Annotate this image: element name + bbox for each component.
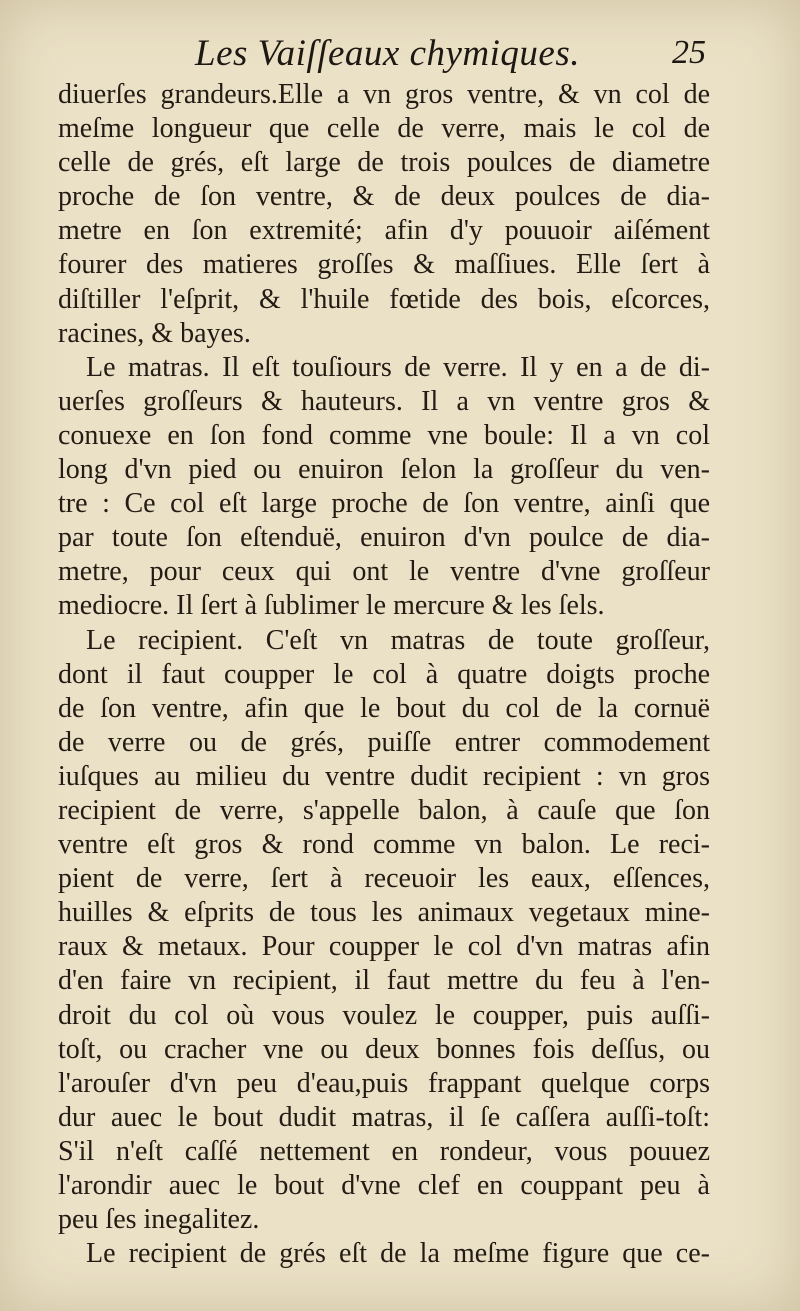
text-line: tre : Ce col eſt large proche de ſon ventre, ainſi que bbox=[58, 488, 710, 520]
text-line: dont il faut coupper le col à quatre doigts proche bbox=[58, 658, 710, 690]
text-line: Le recipient. C'eſt vn matras de toute groſſeur, bbox=[86, 624, 710, 656]
text-line: fourer des matieres groſſes & maſſiues. Elle ſert à bbox=[58, 249, 710, 281]
text-line: diuerſes grandeurs.Elle a vn gros ventre, & vn col de bbox=[58, 79, 710, 110]
text-line: de ſon ventre, afin que le bout du col de la cornuë bbox=[58, 692, 710, 724]
body-text bbox=[58, 78, 710, 1271]
text-line: S'il n'eſt caſſé nettement en rondeur, vous pouuez bbox=[58, 1135, 710, 1167]
text-line: ventre eſt gros & rond comme vn balon. Le reci- bbox=[58, 829, 710, 861]
text-line: peu ſes inegalitez. bbox=[58, 1204, 260, 1236]
text-line: metre, pour ceux qui ont le ventre d'vne groſſeur bbox=[58, 556, 710, 588]
text-line: droit du col où vous voulez le coupper, puis auſſi- bbox=[58, 999, 710, 1031]
text-line: racines, & bayes. bbox=[58, 317, 251, 349]
text-line: diſtiller l'eſprit, & l'huile fœtide des bois, eſcorces, bbox=[58, 283, 710, 315]
text-line: Le matras. Il eſt touſiours de verre. Il y en a de di- bbox=[86, 351, 710, 383]
text-line: l'arondir auec le bout d'vne clef en couppant peu à bbox=[58, 1170, 710, 1201]
text-line: uerſes groſſeurs & hauteurs. Il a vn ventre gros & bbox=[58, 385, 710, 417]
text-line: long d'vn pied ou enuiron ſelon la groſſeur du ven- bbox=[58, 454, 710, 486]
text-line: par toute ſon eſtenduë, enuiron d'vn poulce de dia- bbox=[58, 522, 710, 554]
text-line: metre en ſon extremité; afin d'y pouuoir aiſément bbox=[58, 215, 710, 247]
text-line: pient de verre, ſert à receuoir les eaux, eſſences, bbox=[58, 863, 710, 895]
text-line: l'arouſer d'vn peu d'eau,puis frappant quelque corps bbox=[58, 1067, 710, 1099]
text-line: Le recipient de grés eſt de la meſme figure que ce- bbox=[86, 1238, 710, 1270]
text-line: dur auec le bout dudit matras, il ſe caſſera auſſi-toſt: bbox=[58, 1101, 710, 1133]
running-title: Les Vaiſſeaux chymiques. bbox=[195, 33, 580, 74]
text-line: mediocre. Il ſert à ſublimer le mercure & les ſels. bbox=[58, 590, 605, 622]
text-line: meſme longueur que celle de verre, mais le col de bbox=[58, 113, 710, 145]
text-line: iuſques au milieu du ventre dudit recipient : vn gros bbox=[58, 760, 710, 792]
text-line: huilles & eſprits de tous les animaux vegetaux mine- bbox=[58, 897, 710, 929]
text-line: raux & metaux. Pour coupper le col d'vn matras afin bbox=[58, 931, 710, 963]
text-line: toſt, ou cracher vne ou deux bonnes fois deſſus, ou bbox=[58, 1033, 710, 1065]
text-line: celle de grés, eſt large de trois poulces de diametre bbox=[58, 147, 710, 179]
text-line: proche de ſon ventre, & de deux poulces de dia- bbox=[58, 181, 710, 213]
page-header bbox=[0, 30, 800, 80]
page-number: 25 bbox=[672, 34, 706, 71]
text-line: recipient de verre, s'appelle balon, à cauſe que ſon bbox=[58, 794, 710, 826]
text-line: d'en faire vn recipient, il faut mettre du feu à l'en- bbox=[58, 965, 710, 997]
text-line: conuexe en ſon fond comme vne boule: Il a vn col bbox=[58, 419, 710, 451]
text-line: de verre ou de grés, puiſſe entrer commodement bbox=[58, 726, 710, 758]
